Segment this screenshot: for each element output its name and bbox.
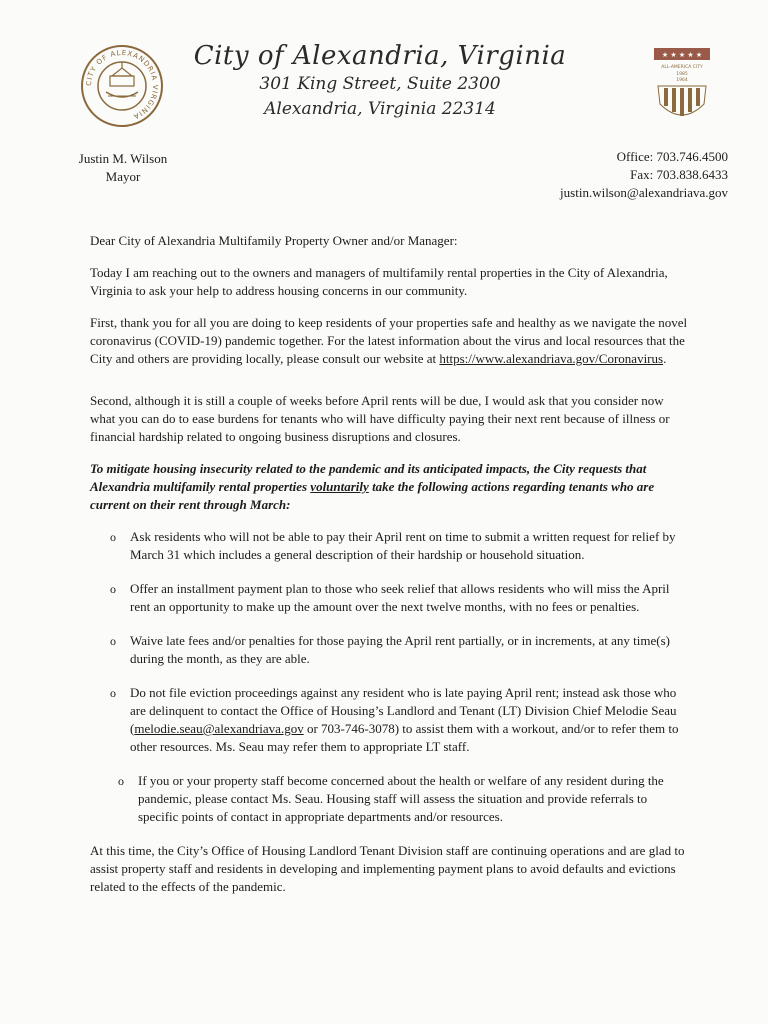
coronavirus-link[interactable]: https://www.alexandriava.gov/Coronavirus bbox=[439, 351, 664, 366]
bullet-icon: o bbox=[110, 582, 116, 596]
fax-number: Fax: 703.838.6433 bbox=[630, 167, 728, 182]
office-phone: Office: 703.746.4500 bbox=[616, 149, 728, 164]
action-text: Ask residents who will not be able to pay their April rent on time to submit a written request for relief by March 31 which includes a general description of their hardship or household situation. bbox=[130, 529, 676, 562]
seau-email-link[interactable]: melodie.seau@alexandriava.gov bbox=[134, 721, 304, 736]
bullet-icon: o bbox=[110, 530, 116, 544]
bullet-icon: o bbox=[110, 634, 116, 648]
svg-text:1985: 1985 bbox=[676, 72, 688, 77]
city-name: City of Alexandria, Virginia bbox=[193, 41, 567, 71]
request-statement bbox=[90, 460, 690, 514]
city-seal-logo bbox=[80, 44, 164, 128]
list-item bbox=[90, 632, 690, 668]
address-line-1: 301 King Street, Suite 2300 bbox=[259, 74, 501, 94]
svg-text:CITY OF ALEXANDRIA VIRGINIA: CITY OF ALEXANDRIA VIRGINIA bbox=[84, 48, 160, 121]
action-text-before: Do not file eviction proceedings against any resident who is late paying April rent; instead ask those who are delinquent to contact the Office of Housing’s Landlord and Tenant (LT) Division Chief Melodie Seau ( bbox=[130, 685, 677, 736]
list-item bbox=[90, 684, 690, 756]
bullet-icon: o bbox=[118, 774, 124, 788]
list-item bbox=[90, 772, 690, 826]
contact-block bbox=[560, 148, 728, 202]
list-item bbox=[90, 528, 690, 564]
action-list bbox=[90, 528, 690, 826]
paragraph-thanks bbox=[90, 314, 690, 368]
sender-title: Mayor bbox=[105, 169, 141, 184]
paragraph-second: Second, although it is still a couple of weeks before April rents will be due, I would ask that you consider now what you can do to ease burdens for tenants who will have difficulty paying their next rent because of illness or financial hardship related to ongoing business disruptions and closures. bbox=[90, 393, 670, 444]
svg-text:1964: 1964 bbox=[676, 78, 688, 83]
request-voluntarily: voluntarily bbox=[310, 479, 369, 494]
svg-text:ALL-AMERICA CITY: ALL-AMERICA CITY bbox=[661, 65, 703, 70]
list-item bbox=[90, 580, 690, 616]
svg-text:★ ★ ★ ★ ★: ★ ★ ★ ★ ★ bbox=[661, 51, 703, 59]
salutation: Dear City of Alexandria Multifamily Property Owner and/or Manager: bbox=[90, 233, 458, 248]
paragraph-thanks-text: First, thank you for all you are doing to keep residents of your properties safe and healthy as we navigate the novel coronavirus (COVID-19) pandemic together. For the latest information about the virus and local resources that the City and others are providing locally, please consult our website at bbox=[90, 315, 688, 366]
sender-name: Justin M. Wilson bbox=[78, 151, 168, 166]
action-text: If you or your property staff become concerned about the health or welfare of any resident during the pandemic, please contact Ms. Seau. Housing staff will assess the situation and provide referrals to specific points of contact in appropriate departments and/or resources. bbox=[138, 773, 664, 824]
address-line-2: Alexandria, Virginia 22314 bbox=[264, 99, 496, 119]
request-text-before: To mitigate housing insecurity related to the pandemic and its anticipated impacts, the City requests that Alexandria multifamily rental properties bbox=[90, 461, 647, 494]
all-america-city-emblem bbox=[652, 46, 712, 124]
letter-body bbox=[90, 232, 690, 910]
paragraph-thanks-end: . bbox=[663, 351, 667, 366]
paragraph-intro: Today I am reaching out to the owners and managers of multifamily rental properties in the City of Alexandria, Virginia to ask your help to address housing concerns in our community. bbox=[90, 265, 668, 298]
request-text-after: take the following actions regarding tenants who are current on their rent through March: bbox=[90, 479, 655, 512]
action-text: Waive late fees and/or penalties for those paying the April rent partially, or in increments, at any time(s) during the month, as they are able. bbox=[130, 633, 670, 666]
email-address[interactable]: justin.wilson@alexandriava.gov bbox=[560, 185, 728, 200]
bullet-icon: o bbox=[110, 686, 116, 700]
paragraph-closing: At this time, the City’s Office of Housing Landlord Tenant Division staff are continuing operations and are glad to assist property staff and residents in developing and implementing payment plans to avoid defaults and evictions related to the effects of the pandemic. bbox=[90, 843, 685, 894]
action-text: Offer an installment payment plan to those who seek relief that allows residents who will miss the April rent an opportunity to make up the amount over the next twelve months, with no fees or penalties. bbox=[130, 581, 670, 614]
sender-block bbox=[70, 150, 176, 186]
letterhead bbox=[190, 40, 570, 122]
action-text-after: or 703-746-3078) to assist them with a workout, and/or to refer them to other resources. Ms. Seau may refer them to appropriate LT staff. bbox=[130, 721, 679, 754]
